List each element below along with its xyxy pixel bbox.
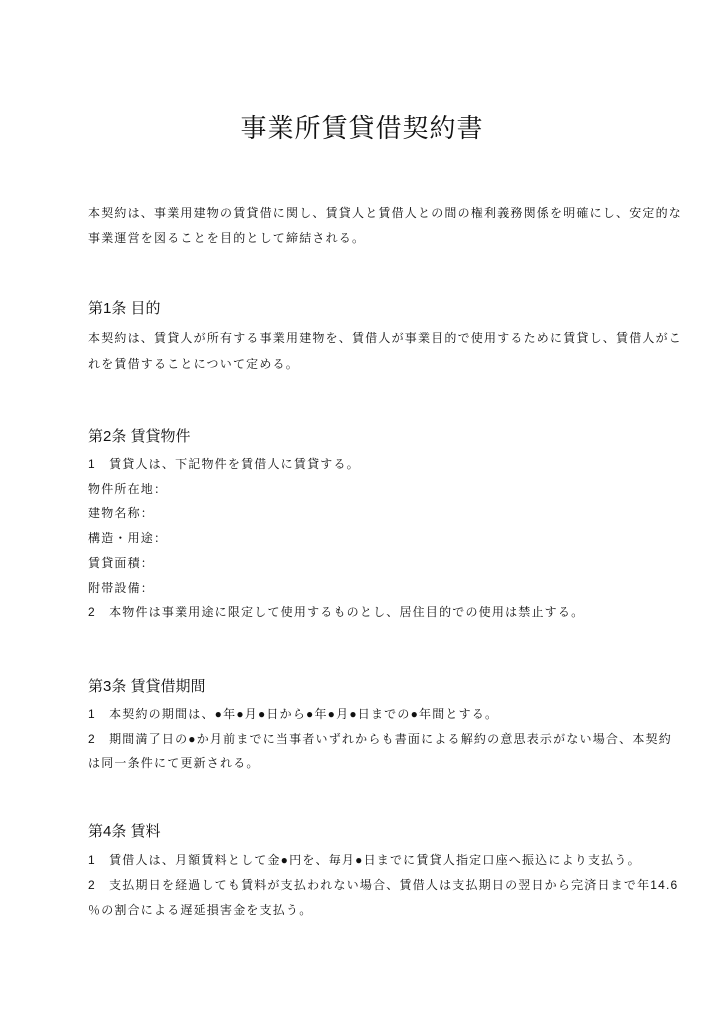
facilities-label: 附帯設備：	[88, 581, 155, 595]
article-3-line: 1 本契約の期間は、●年●月●日から●年●月●日までの●年間とする。	[88, 707, 499, 721]
article-1-line: れを賃借することについて定める。	[88, 357, 299, 371]
property-location-label: 物件所在地：	[88, 482, 168, 496]
article-3-line: 2 期間満了日の●か月前までに当事者いずれからも書面による解約の意思表示がない場合、本契約	[88, 732, 672, 746]
building-name-label: 建物名称：	[88, 506, 155, 520]
article-1-line: 本契約は、賃貸人が所有する事業用建物を、賃借人が事業目的で使用するために賃貸し、賃借人がこ	[88, 331, 683, 345]
article-4-line: ％の割合による遅延損害金を支払う。	[88, 903, 313, 917]
structure-use-label: 構造・用途：	[88, 531, 168, 545]
article-4-heading: 第4条 賃料	[88, 823, 161, 840]
preamble-line: 事業運営を図ることを目的として締結される。	[88, 231, 366, 245]
article-4-line: 1 賃借人は、月額賃料として金●円を、毎月●日までに賃貸人指定口座へ振込により支払う。	[88, 853, 641, 867]
rental-area-label: 賃貸面積：	[88, 556, 155, 570]
document-title: 事業所賃貸借契約書	[240, 113, 484, 143]
article-3-heading: 第3条 賃貸借期間	[88, 678, 206, 695]
preamble-line: 本契約は、事業用建物の賃貸借に関し、賃貸人と賃借人との間の権利義務関係を明確にし、安定的な	[88, 206, 683, 220]
article-1-heading: 第1条 目的	[88, 300, 161, 317]
article-2-heading: 第2条 賃貸物件	[88, 428, 191, 445]
article-3-line: は同一条件にて更新される。	[88, 756, 260, 770]
article-2-line: 1 賃貸人は、下記物件を賃借人に賃貸する。	[88, 457, 360, 471]
article-2-line: 2 本物件は事業用途に限定して使用するものとし、居住目的での使用は禁止する。	[88, 605, 585, 619]
article-4-line: 2 支払期日を経過しても賃料が支払われない場合、賃借人は支払期日の翌日から完済日まで年14.6	[88, 878, 679, 892]
